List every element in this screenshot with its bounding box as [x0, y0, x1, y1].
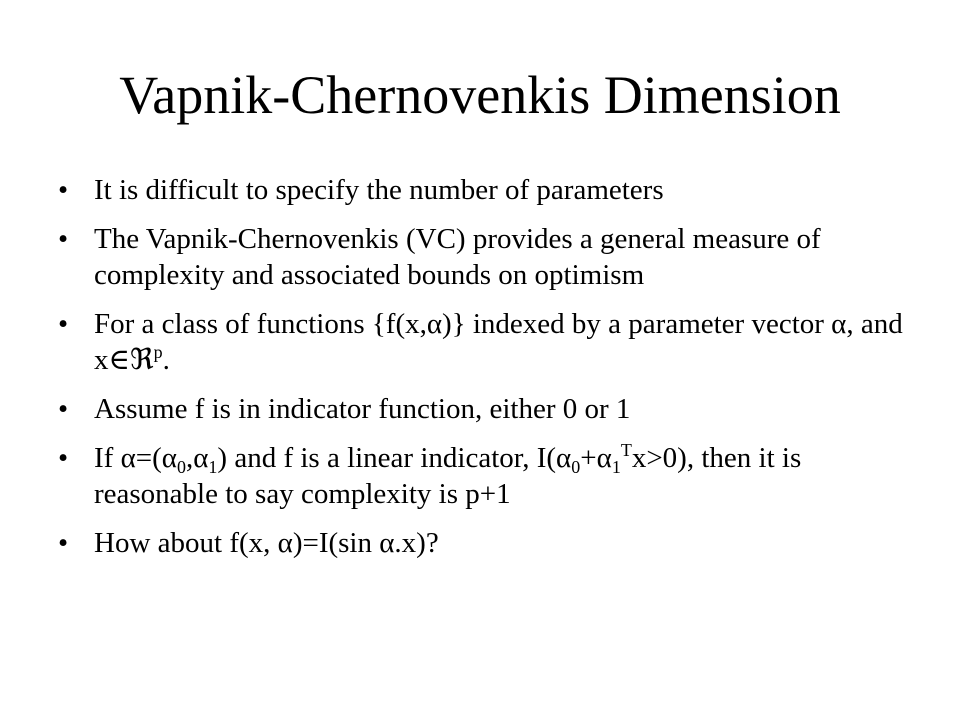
text-segment: .	[162, 344, 170, 376]
bullet-text: Assume f is in indicator function, either 0 or 1	[94, 393, 631, 425]
bullet-item	[56, 391, 916, 427]
bullet-list	[56, 172, 916, 574]
bullet-text	[94, 308, 903, 376]
text-segment: If α=(α	[94, 442, 177, 474]
text-segment: x>0), then it is reasonable to say complexity is p+1	[94, 442, 802, 510]
bullet-item	[56, 440, 916, 512]
text-segment: For a class of functions {f(x,α)} indexed by a parameter vector α, and x∈ℜ	[94, 308, 903, 376]
slide-title: Vapnik-Chernovenkis Dimension	[119, 65, 841, 125]
bullet-item	[56, 525, 916, 561]
bullet-icon: •	[58, 223, 69, 255]
subscript: 1	[208, 457, 218, 477]
text-segment: +α	[580, 442, 612, 474]
bullet-icon: •	[58, 442, 69, 474]
bullet-text: How about f(x, α)=I(sin α.x)?	[94, 527, 439, 559]
bullet-text	[94, 442, 801, 510]
bullet-icon: •	[58, 174, 69, 206]
bullet-item	[56, 221, 916, 293]
bullet-text: The Vapnik-Chernovenkis (VC) provides a general measure of complexity and associated bounds on optimism	[94, 223, 821, 291]
bullet-icon: •	[58, 527, 69, 559]
superscript: p	[153, 342, 163, 362]
subscript: 0	[176, 457, 186, 477]
text-segment: ,α	[185, 442, 209, 474]
bullet-icon: •	[58, 393, 69, 425]
bullet-item	[56, 172, 916, 208]
superscript: T	[620, 440, 632, 460]
subscript: 0	[571, 457, 581, 477]
subscript: 1	[611, 457, 621, 477]
text-segment: ) and f is a linear indicator, I(α	[217, 442, 572, 474]
bullet-text: It is difficult to specify the number of parameters	[94, 174, 664, 206]
bullet-icon: •	[58, 308, 69, 340]
bullet-item	[56, 306, 916, 378]
